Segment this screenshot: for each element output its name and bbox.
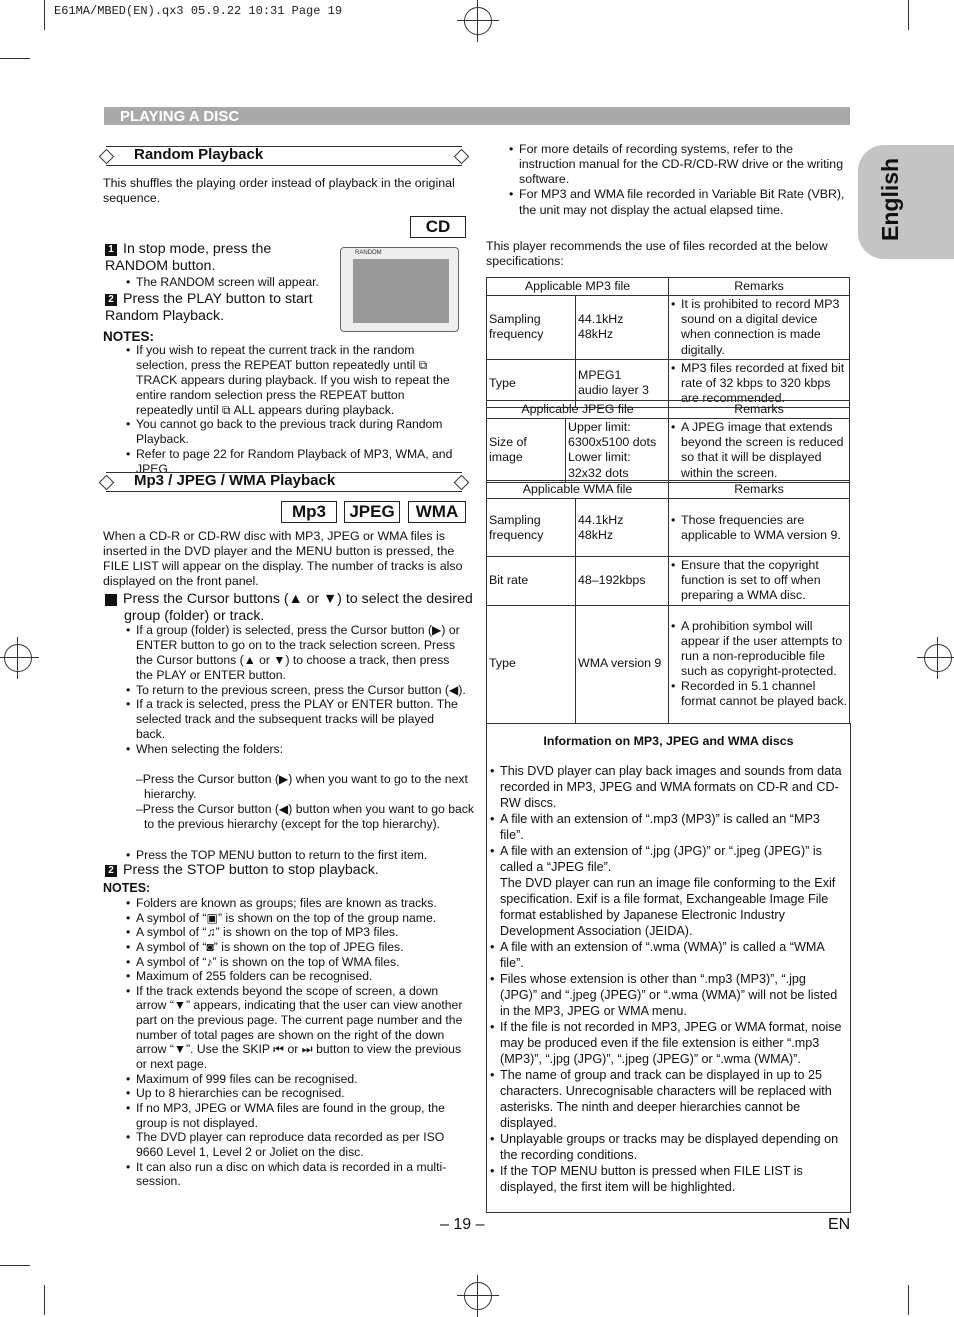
mp3-spec-table	[486, 277, 850, 408]
table-cell: Upper limit: 6300x5100 dots Lower limit: 32x32 dots	[566, 419, 669, 483]
mp3-notes-label: NOTES:	[103, 881, 151, 895]
list-item: • This DVD player can play back images and sounds from data recorded in MP3, JPEG and WMA formats on CD-R and CD-RW discs.	[490, 764, 846, 812]
column-header: Applicable WMA file	[487, 481, 669, 499]
info-box	[486, 723, 851, 1213]
list-item: • If the file is not recorded in MP3, JPEG or WMA format, noise may be produced even if the file extension is either “.mp3 (MP3)”, “.jpg (JPG)”, “.jpeg (JPEG)” or “.wma (WMA)”.	[490, 1020, 846, 1068]
step-number-2: 2	[105, 294, 117, 306]
list-item: • A symbol of “♫” is shown on the top of MP3 files.	[126, 925, 468, 940]
dash-item: –Press the Cursor button (▶) when you want to go to the next hierarchy.	[136, 772, 468, 801]
topmenu-note	[126, 848, 466, 863]
language-label: English	[877, 157, 903, 241]
table-cell: MPEG1 audio layer 3	[576, 359, 669, 407]
table-cell: 44.1kHz 48kHz	[576, 296, 669, 360]
random-screen-illustration	[340, 247, 459, 332]
list-item: • If you wish to repeat the current track in the random selection, press the REPEAT button repeatedly until ⧉ TRACK appears during playback. If you wish to repeat the entire random selection press the REPEAT button repeatedly until ⧉ ALL appears during playback.	[126, 343, 460, 417]
table-cell: 48–192kbps	[576, 557, 669, 605]
step-number-1: 1	[105, 244, 117, 256]
mp3-step-2: 2 Press the STOP button to stop playback.	[105, 862, 465, 879]
list-item: • A symbol of “♪” is shown on the top of WMA files.	[126, 955, 468, 970]
list-item: • Those frequencies are applicable to WMA version 9.	[671, 513, 847, 543]
registration-mark-icon	[924, 644, 952, 672]
list-item: • A file with an extension of “.jpg (JPG)” or “.jpeg (JPEG)” is called a “JPEG file”. The DVD player can run an image file conforming to the Exif specification. Exif is a file format, Exchangeable Image File format established by Japanese Electronic Industry Development Association (JEIDA).	[490, 844, 846, 940]
column-header: Remarks	[669, 401, 850, 419]
table-cell: Type	[487, 605, 576, 723]
list-item: • To return to the previous screen, press the Cursor button (◀).	[126, 683, 466, 698]
table-cell: Bit rate	[487, 557, 576, 605]
random-heading	[106, 146, 462, 166]
list-item: • If the track extends beyond the scope of screen, a down arrow “▼” appears, indicating that the user can view another part on the previous page. The current page number and the number of total pages are shown on the right of the down arrow “▼”. Use the SKIP ⏮ or ⏭ button to view the previous or next page.	[126, 984, 468, 1072]
table-cell	[669, 605, 850, 723]
list-item: • Ensure that the copyright function is set to off when preparing a WMA disc.	[671, 558, 847, 603]
list-item: • Unplayable groups or tracks may be displayed depending on the recording conditions.	[490, 1132, 846, 1164]
column-header: Remarks	[669, 481, 850, 499]
wma-spec-table	[486, 480, 850, 724]
mp3-tag: Mp3	[281, 501, 337, 523]
trim-mark	[44, 1285, 45, 1315]
trim-mark	[908, 0, 909, 30]
random-intro: This shuffles the playing order instead of playback in the original sequence.	[103, 176, 455, 206]
mp3-title: Mp3 / JPEG / WMA Playback	[134, 472, 336, 489]
table-cell	[669, 499, 850, 557]
table-cell: Sampling frequency	[487, 296, 576, 360]
registration-mark-icon	[464, 1282, 492, 1310]
trim-mark	[0, 58, 30, 59]
table-cell: Sampling frequency	[487, 499, 576, 557]
section-header	[104, 107, 850, 125]
mp3-heading	[106, 472, 462, 492]
screen-title: RANDOM	[355, 250, 382, 256]
list-item: • Maximum of 999 files can be recognised.	[126, 1072, 468, 1087]
step-number-2: 2	[105, 865, 117, 877]
language-tab	[858, 145, 954, 259]
list-item: • The DVD player can reproduce data recorded as per ISO 9660 Level 1, Level 2 or Joliet on the disc.	[126, 1130, 468, 1159]
mp3-notes	[126, 896, 468, 1189]
list-item: • Files whose extension is other than “.mp3 (MP3)”, “.jpg (JPG)” and “.jpeg (JPEG)” or “.wma (WMA)” will not be listed in the MP3, JPEG or WMA menu.	[490, 972, 846, 1020]
info-list	[490, 764, 846, 1196]
list-item: • Recorded in 5.1 channel format cannot be played back.	[671, 679, 847, 709]
wma-tag: WMA	[408, 501, 466, 523]
column-header: Applicable MP3 file	[487, 278, 669, 296]
list-item: • Folders are known as groups; files are known as tracks.	[126, 896, 468, 911]
jpeg-spec-table	[486, 400, 850, 483]
table-cell: WMA version 9	[576, 605, 669, 723]
cd-tag: CD	[410, 216, 466, 238]
screen-display	[353, 250, 449, 323]
list-item: • MP3 files recorded at fixed bit rate of 32 kbps to 320 kbps are recommended.	[671, 361, 847, 406]
list-item: • Up to 8 hierarchies can be recognised.	[126, 1086, 468, 1101]
list-item: • A file with an extension of “.wma (WMA)” is called a “WMA file”.	[490, 940, 846, 972]
random-step-2: 2 Press the PLAY button to start Random Playback.	[105, 291, 313, 325]
info-title: Information on MP3, JPEG and WMA discs	[543, 734, 794, 748]
jpeg-tag: JPEG	[344, 501, 400, 523]
random-step-1: 1 In stop mode, press the RANDOM button.	[105, 241, 272, 275]
list-item: • For more details of recording systems, refer to the instruction manual for the CD-R/CD-RW drive or the writing software.	[509, 142, 849, 187]
registration-mark-icon	[464, 7, 492, 35]
trim-mark	[908, 1285, 909, 1315]
registration-mark-icon	[4, 644, 32, 672]
mp3-step-1: 1 Press the Cursor buttons (▲ or ▼) to select the desired group (folder) or track.	[98, 591, 473, 625]
list-item: • For MP3 and WMA file recorded in Variable Bit Rate (VBR), the unit may not display the actual elapsed time.	[509, 187, 849, 217]
list-item: • A symbol of “▣” is shown on the top of the group name.	[126, 911, 468, 926]
dash-item: –Press the Cursor button (◀) button when you want to go back to the previous hierarchy (except for the top hierarchy).	[136, 802, 474, 831]
list-item: • Press the TOP MENU button to return to the first item.	[126, 848, 466, 863]
table-row	[487, 499, 850, 557]
table-cell: 44.1kHz 48kHz	[576, 499, 669, 557]
list-item: • Maximum of 255 folders can be recognised.	[126, 969, 468, 984]
table-row	[487, 605, 850, 723]
table-row	[487, 557, 850, 605]
section-title: PLAYING A DISC	[120, 108, 240, 125]
trim-mark	[44, 0, 45, 30]
table-row	[487, 419, 850, 483]
table-cell: Type	[487, 359, 576, 407]
list-item: • You cannot go back to the previous track during Random Playback.	[126, 417, 460, 447]
step-number-1: 1	[105, 594, 117, 606]
recommend-text: This player recommends the use of files recorded at the below specifications:	[486, 239, 828, 269]
list-item: • A prohibition symbol will appear if the user attempts to run a non-reproducible file such as copyright-protected.	[671, 619, 847, 680]
table-cell: Size of image	[487, 419, 566, 483]
mp3-step-1-bullets	[126, 623, 466, 757]
list-item: • If a track is selected, press the PLAY or ENTER button. The selected track and the subsequent tracks will be played back.	[126, 697, 466, 742]
list-item: • If no MP3, JPEG or WMA files are found in the group, the group is not displayed.	[126, 1101, 468, 1130]
list-item: • Refer to page 22 for Random Playback of MP3, WMA, and JPEG.	[126, 447, 460, 477]
random-notes-label: NOTES:	[103, 329, 155, 344]
table-row	[487, 296, 850, 360]
list-item: • A symbol of “◙” is shown on the top of JPEG files.	[126, 940, 468, 955]
list-item: • If a group (folder) is selected, press the Cursor button (▶) or ENTER button to go on to the track selection screen. Press the Cursor buttons (▲ or ▼) to choose a track, then press the PLAY or ENTER button.	[126, 623, 466, 683]
list-item: • A file with an extension of “.mp3 (MP3)” is called an “MP3 file”.	[490, 812, 846, 844]
mp3-intro: When a CD-R or CD-RW disc with MP3, JPEG or WMA files is inserted in the DVD player and the MENU button is pressed, the FILE LIST will appear on the display. The number of tracks is also displayed on the front panel.	[103, 529, 463, 589]
random-notes	[126, 343, 460, 477]
table-cell	[669, 557, 850, 605]
table-cell	[669, 419, 850, 483]
print-header: E61MA/MBED(EN).qx3 05.9.22 10:31 Page 19	[54, 4, 343, 18]
trim-mark	[0, 1265, 30, 1266]
list-item: • The RANDOM screen will appear.	[126, 275, 336, 290]
list-item: • It is prohibited to record MP3 sound on a digital device when connection is made digitally.	[671, 297, 847, 358]
language-code: EN	[828, 1216, 851, 1233]
column-header: Remarks	[669, 278, 850, 296]
list-item: • It can also run a disc on which data is recorded in a multi-session.	[126, 1160, 468, 1189]
random-step-1-note	[126, 275, 336, 290]
random-title: Random Playback	[134, 146, 264, 163]
list-item: • The name of group and track can be displayed in up to 25 characters. Unrecognisable characters will be replaced with asterisks. The ninth and deeper hierarchies cannot be displayed.	[490, 1068, 846, 1132]
list-item: • A JPEG image that extends beyond the screen is reduced so that it will be displayed within the screen.	[671, 420, 847, 481]
page-number: – 19 –	[440, 1216, 485, 1233]
recording-notes	[509, 142, 849, 218]
list-item: • When selecting the folders:	[126, 742, 466, 757]
column-header: Applicable JPEG file	[487, 401, 669, 419]
list-item: • If the TOP MENU button is pressed when FILE LIST is displayed, the first item will be highlighted.	[490, 1164, 846, 1196]
table-cell	[669, 296, 850, 360]
